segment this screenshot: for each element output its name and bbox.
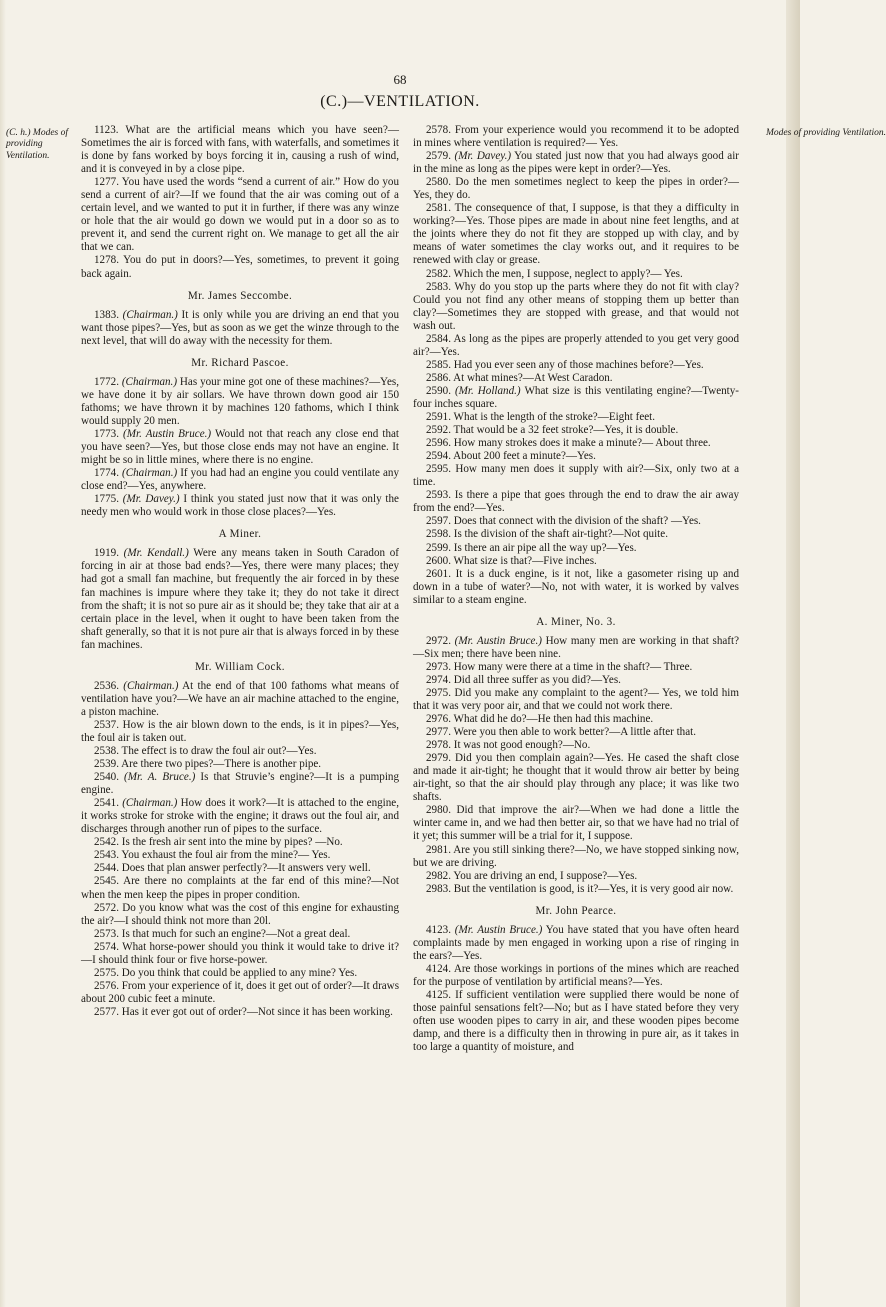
testimony-text: Did you make any complaint to the agent?— Yes, we told him that it was very poor air, and that we could not work there.	[413, 686, 739, 713]
question-number: 2592.	[426, 424, 451, 437]
questioner: (Mr. Holland.)	[454, 384, 521, 397]
question-number: 2578.	[426, 124, 451, 136]
testimony-paragraph	[413, 883, 739, 896]
question-number: 2575.	[94, 966, 119, 979]
testimony-paragraph	[413, 713, 739, 726]
testimony-text: Do you think that could be applied to any mine? Yes.	[121, 966, 358, 979]
question-number: 4124.	[426, 962, 451, 975]
testimony-paragraph	[413, 989, 739, 1054]
testimony-text: You do put in doors?—Yes, sometimes, to prevent it going back again.	[81, 254, 399, 280]
testimony-text: You exhaust the foul air from the mine?— Yes.	[121, 849, 331, 862]
testimony-paragraph	[413, 268, 739, 281]
testimony-text: Were you then able to work better?—A little after that.	[453, 726, 697, 739]
testimony-text: How many men are working in that shaft?—Six men; there have been nine.	[413, 634, 739, 660]
questioner: (Mr. Davey.)	[454, 150, 512, 163]
question-number: 1773.	[94, 427, 119, 440]
testimony-text: What did he do?—He then had this machine.	[453, 713, 654, 726]
testimony-paragraph	[413, 568, 739, 607]
testimony-text: Is that much for such an engine?—Not a great deal.	[121, 927, 351, 940]
questioner: (Chairman.)	[123, 679, 179, 692]
speaker-heading: Mr. James Seccombe.	[187, 289, 293, 302]
question-number: 1278.	[94, 254, 119, 267]
testimony-text: It was not good enough?—No.	[453, 739, 591, 752]
testimony-paragraph	[413, 424, 739, 437]
testimony-text: How does it work?—It is attached to the engine, it works stroke for stroke with the engine; it draws out the foul air, and discharges through another run of pipes to the surface.	[81, 797, 399, 836]
margin-note-left: (C. h.) Modes of providing Ventilation.	[6, 128, 69, 161]
question-number: 2583.	[426, 280, 451, 293]
question-number: 2584.	[426, 332, 451, 345]
question-number: 1919.	[94, 547, 119, 560]
questioner: (Mr. Austin Bruce.)	[454, 634, 542, 647]
question-number: 2544.	[94, 862, 119, 875]
testimony-paragraph	[81, 758, 399, 771]
testimony-paragraph	[413, 437, 739, 450]
question-number: 2978.	[426, 739, 451, 752]
testimony-paragraph	[81, 902, 399, 928]
question-number: 2973.	[426, 660, 451, 673]
testimony-paragraph	[81, 176, 399, 254]
testimony-paragraph	[81, 928, 399, 941]
testimony-text: You have stated that you have often heard complaints made by men engaged in working upon a rise of ringing in the ears?—Yes.	[413, 923, 740, 962]
testimony-paragraph	[413, 411, 739, 424]
testimony-text: Are you still sinking there?—No, we have stopped sinking now, but we are driving.	[413, 843, 739, 869]
question-number: 2590.	[426, 384, 451, 397]
testimony-paragraph	[413, 176, 739, 202]
left-column	[81, 124, 399, 1019]
testimony-text: Does that plan answer perfectly?—It answers very well.	[121, 862, 371, 875]
testimony-paragraph	[413, 726, 739, 739]
question-number: 2598.	[426, 528, 451, 541]
question-number: 1383.	[94, 308, 119, 321]
speaker-heading: Mr. Richard Pascoe.	[191, 356, 289, 369]
question-number: 2581.	[426, 202, 451, 215]
testimony-paragraph	[413, 674, 739, 687]
testimony-text: Has it ever got out of order?—Not since it has been working.	[121, 1005, 393, 1018]
testimony-text: At the end of that 100 fathoms what means of ventilation have you?—We have an air machine attached to the engine, a piston machine.	[81, 679, 399, 718]
testimony-text: Is there an air pipe all the way up?—Yes.	[453, 541, 637, 554]
testimony-text: Do the men sometimes neglect to keep the pipes in order?—Yes, they do.	[413, 176, 739, 202]
testimony-paragraph	[413, 542, 739, 555]
question-number: 2576.	[94, 979, 119, 992]
testimony-text: How many were there at a time in the shaft?— Three.	[453, 660, 693, 673]
testimony-paragraph	[81, 980, 399, 1006]
testimony-paragraph	[81, 309, 399, 348]
testimony-text: You have used the words “send a current of air.” How do you send a current of air?—If we found that the air was coming out of a certain level, and we wanted to put it in further, if there was any winze or hole that the air would go down we would put in a door so as to prevent it, and send the current right on. We manage to get all the air that we can.	[81, 176, 399, 254]
testimony-paragraph	[413, 661, 739, 674]
question-number: 2577.	[94, 1005, 119, 1018]
question-number: 2983.	[426, 882, 451, 895]
testimony-paragraph	[81, 849, 399, 862]
testimony-paragraph	[413, 463, 739, 489]
questioner: (Mr. Davey.)	[122, 493, 180, 506]
testimony-text: How many strokes does it make a minute?— About three.	[453, 437, 711, 450]
question-number: 1774.	[94, 467, 119, 480]
testimony-paragraph	[413, 687, 739, 713]
testimony-paragraph	[81, 862, 399, 875]
testimony-text: What are the artificial means which you have seen?—Sometimes the air is forced with fans, with waterfalls, and sometimes it is done by fans worked by boys forcing it in, causing a rush of wind, and it is conveyed in by a close pipe.	[81, 124, 399, 176]
page-edge-left	[0, 0, 6, 1307]
testimony-text: Does that connect with the division of the shaft? —Yes.	[453, 515, 701, 528]
testimony-paragraph	[413, 450, 739, 463]
right-column	[413, 124, 739, 1054]
question-number: 2585.	[426, 358, 451, 371]
testimony-paragraph	[413, 555, 739, 568]
testimony-paragraph	[81, 1006, 399, 1019]
testimony-text: Are there two pipes?—There is another pipe.	[121, 758, 322, 771]
questioner: (Chairman.)	[122, 797, 178, 810]
testimony-paragraph	[413, 489, 739, 515]
testimony-paragraph	[413, 870, 739, 883]
testimony-text: Did all three suffer as you did?—Yes.	[453, 673, 621, 686]
testimony-text: That would be a 32 feet stroke?—Yes, it is double.	[453, 424, 679, 437]
question-number: 2543.	[94, 849, 119, 862]
testimony-paragraph	[413, 844, 739, 870]
question-number: 2600.	[426, 554, 451, 567]
questioner: (Mr. Austin Bruce.)	[123, 427, 212, 440]
testimony-text: Were any means taken in South Caradon of forcing in air at those bad ends?—Yes, there were many places; they had got a small fan machine, but frequently the air forced in by these fan machines is impure where they take it; they do not take it direct from the shaft; it is not so pure air as it should be; they take that air at a certain place in the level, when it ought to have been taken from the shaft generally, so that it is not pure air that is always forced in by these fan machines.	[81, 547, 399, 651]
margin-note-right: Modes of providing Ventilation.	[766, 128, 886, 138]
testimony-text: How many men does it supply with air?—Six, only two at a time.	[413, 463, 739, 489]
question-number: 2538.	[94, 745, 119, 758]
question-number: 2573.	[94, 927, 119, 940]
question-number: 2536.	[94, 679, 119, 692]
question-number: 2591.	[426, 411, 451, 424]
testimony-paragraph	[81, 719, 399, 745]
testimony-text: What size is this ventilating engine?—Twenty-four inches square.	[413, 384, 739, 410]
question-number: 2981.	[426, 843, 451, 856]
testimony-paragraph	[413, 963, 739, 989]
testimony-paragraph	[81, 124, 399, 176]
testimony-paragraph	[413, 333, 739, 359]
question-number: 2597.	[426, 515, 451, 528]
testimony-paragraph	[81, 493, 399, 519]
testimony-text: Had you ever seen any of those machines before?—Yes.	[453, 358, 704, 371]
testimony-paragraph	[413, 385, 739, 411]
question-number: 2594.	[426, 450, 451, 463]
testimony-paragraph	[413, 635, 739, 661]
testimony-text: Are those workings in portions of the mines which are reached for the purpose of ventilation by artificial means?—Yes.	[413, 962, 740, 988]
testimony-text: You stated just now that you had always good air in the mine as long as the pipes were kept in order?—Yes.	[413, 150, 739, 176]
question-number: 2596.	[426, 437, 451, 450]
testimony-paragraph	[81, 875, 399, 901]
question-number: 2593.	[426, 489, 451, 502]
question-number: 1772.	[94, 375, 119, 388]
testimony-text: About 200 feet a minute?—Yes.	[453, 450, 596, 463]
testimony-text: If you had had an engine you could ventilate any close end?—Yes, anywhere.	[81, 467, 399, 493]
question-number: 2982.	[426, 869, 451, 882]
testimony-paragraph	[81, 797, 399, 836]
question-number: 2979.	[426, 752, 451, 765]
testimony-text: As long as the pipes are properly attended to you get very good air?—Yes.	[413, 332, 739, 358]
testimony-paragraph	[81, 745, 399, 758]
testimony-text: How is the air blown down to the ends, is it in pipes?—Yes, the foul air is taken out.	[81, 718, 399, 744]
question-number: 1123.	[94, 124, 119, 136]
testimony-text: From your experience would you recommend it to be adopted in mines where ventilation is required?— Yes.	[413, 124, 739, 150]
testimony-paragraph	[81, 967, 399, 980]
testimony-paragraph	[413, 752, 739, 804]
question-number: 2545.	[94, 875, 119, 888]
questioner: (Mr. Austin Bruce.)	[454, 923, 543, 936]
testimony-paragraph	[413, 150, 739, 176]
testimony-paragraph	[81, 941, 399, 967]
question-number: 2601.	[426, 567, 451, 580]
testimony-paragraph	[413, 739, 739, 752]
testimony-text: It is only while you are driving an end that you want those pipes?—Yes, but as soon as we get the winze through to the next level, that will do away with the necessity for them.	[81, 308, 399, 347]
speaker-heading: A. Miner, No. 3.	[536, 615, 616, 628]
testimony-text: Has your mine got one of these machines?—Yes, we have done it by air sollars. We have thrown down good air 150 fathoms; we have thrown it by machines 120 fathoms, which I think would supply 20 men.	[81, 375, 399, 427]
question-number: 2574.	[94, 940, 119, 953]
testimony-paragraph	[413, 372, 739, 385]
question-number: 2972.	[426, 634, 451, 647]
questioner: (Chairman.)	[122, 467, 178, 480]
speaker-heading: A Miner.	[218, 528, 262, 541]
testimony-text: The effect is to draw the foul air out?—Yes.	[121, 745, 317, 758]
question-number: 2976.	[426, 713, 451, 726]
question-number: 2572.	[94, 901, 119, 914]
testimony-text: At what mines?—At West Caradon.	[453, 371, 613, 384]
question-number: 2599.	[426, 541, 451, 554]
testimony-text: It is a duck engine, is it not, like a gasometer rising up and down in a tube of water?—No, not with water, it is worked by valves similar to a steam engine.	[413, 567, 739, 606]
testimony-text: From your experience of it, does it get out of order?—It draws about 200 cubic feet a minute.	[81, 979, 400, 1005]
question-number: 2580.	[426, 176, 451, 189]
testimony-paragraph	[81, 680, 399, 719]
question-number: 1775.	[94, 493, 119, 506]
testimony-text: But the ventilation is good, is it?—Yes, it is very good air now.	[453, 882, 734, 895]
testimony-text: If sufficient ventilation were supplied there would be none of those painful sensations felt?—No; but as I have stated before they very often use wooden pipes to carry in air, and these wooden pipes become damp, and there is a difficulty then in throwing in pure air, as it takes in too large a quantity of moisture, and	[413, 989, 739, 1054]
speaker-heading: Mr. William Cock.	[195, 660, 285, 673]
question-number: 1277.	[94, 176, 119, 189]
testimony-text: Do you know what was the cost of this engine for exhausting the air?—I should think not more than 20l.	[81, 901, 399, 927]
testimony-paragraph	[413, 528, 739, 541]
testimony-paragraph	[81, 254, 399, 280]
testimony-text: The consequence of that, I suppose, is that they a difficulty in working?—Yes. Those pipes are made in about nine feet lengths, and at the joints where they do not fit they are stopped up with clay, and by means of water sometimes the clay works out, and it requires to be renewed with clay or grease.	[413, 202, 739, 267]
testimony-text: Which the men, I suppose, neglect to apply?— Yes.	[453, 267, 683, 280]
question-number: 2537.	[94, 718, 119, 731]
section-header: (C.)—VENTILATION.	[320, 93, 480, 110]
testimony-text: Did you then complain again?—Yes. He cased the shaft close and made it air-tight; he thought that it would throw air better by being air-tight, so that the air should play through any place; it was like two shafts.	[413, 752, 739, 804]
testimony-paragraph	[413, 804, 739, 843]
testimony-text: What horse-power should you think it would take to drive it?—I should think four or five horse-power.	[81, 940, 399, 966]
question-number: 4125.	[426, 989, 451, 1001]
question-number: 2975.	[426, 686, 451, 699]
page-number: 68	[393, 72, 407, 87]
testimony-text: Did that improve the air?—When we had done a little the winter came in, and we had then better air, so that we have had no trial of it yet; this summer will be a trial for it, I suppose.	[413, 804, 739, 843]
question-number: 2595.	[426, 463, 451, 476]
questioner: (Chairman.)	[121, 375, 178, 388]
question-number: 2542.	[94, 836, 119, 849]
question-number: 4123.	[426, 923, 451, 936]
testimony-paragraph	[81, 547, 399, 651]
question-number: 2539.	[94, 758, 119, 771]
testimony-text: What is the length of the stroke?—Eight feet.	[453, 411, 656, 424]
testimony-paragraph	[413, 281, 739, 333]
questioner: (Mr. A. Bruce.)	[124, 771, 196, 784]
testimony-text: I think you stated just now that it was only the needy men who would work in those close places?—Yes.	[81, 493, 399, 519]
testimony-paragraph	[81, 467, 399, 493]
testimony-paragraph	[413, 202, 739, 267]
question-number: 2974.	[426, 673, 451, 686]
testimony-text: You are driving an end, I suppose?—Yes.	[453, 869, 638, 882]
page-edge-right	[786, 0, 800, 1307]
testimony-text: Is the division of the shaft air-tight?—Not quite.	[453, 528, 668, 541]
testimony-text: Are there no complaints at the far end of this mine?—Not when the men keep the pipes in proper condition.	[81, 875, 399, 901]
testimony-paragraph	[81, 771, 399, 797]
question-number: 2586.	[426, 371, 451, 384]
speaker-heading: Mr. John Pearce.	[535, 904, 617, 917]
question-number: 2980.	[426, 804, 451, 817]
question-number: 2582.	[426, 267, 451, 280]
testimony-text: Is the fresh air sent into the mine by pipes? —No.	[121, 836, 343, 849]
testimony-text: Would not that reach any close end that you have seen?—Yes, but those close ends may not have an engine. It might be so in little mines, where there is no engine.	[81, 427, 400, 467]
testimony-text: Is there a pipe that goes through the end to draw the air away from the end?—Yes.	[413, 489, 739, 515]
testimony-text: Why do you stop up the parts where they do not fit with clay? Could you not find any other means of stopping them up better than clay?—Sometimes they are stopped with grease, and that would not wash out.	[413, 280, 739, 332]
question-number: 2977.	[426, 726, 451, 739]
questioner: (Mr. Kendall.)	[123, 547, 189, 560]
testimony-text: Is that Struvie’s engine?—It is a pumping engine.	[81, 771, 400, 797]
question-number: 2541.	[94, 797, 119, 810]
testimony-paragraph	[81, 428, 399, 467]
testimony-text: What size is that?—Five inches.	[453, 554, 597, 567]
testimony-paragraph	[413, 924, 739, 963]
testimony-paragraph	[413, 515, 739, 528]
testimony-paragraph	[81, 836, 399, 849]
questioner: (Chairman.)	[122, 308, 178, 321]
testimony-paragraph	[413, 359, 739, 372]
testimony-paragraph	[81, 376, 399, 428]
testimony-paragraph	[413, 124, 739, 150]
question-number: 2540.	[94, 771, 119, 784]
question-number: 2579.	[426, 150, 451, 163]
